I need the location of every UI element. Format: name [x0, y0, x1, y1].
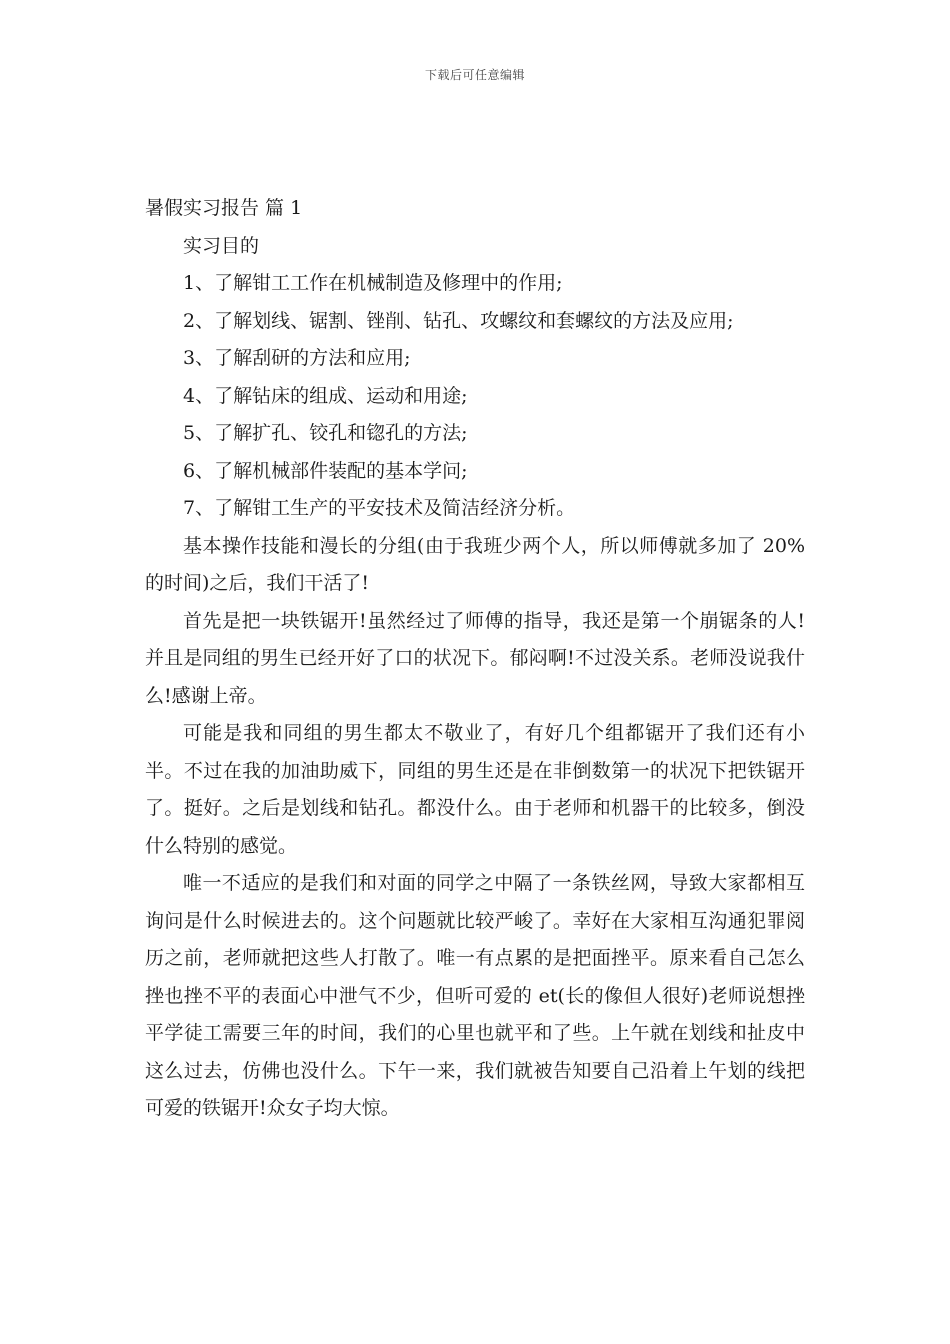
body-paragraph: 首先是把一块铁锯开!虽然经过了师傅的指导，我还是第一个崩锯条的人!并且是同组的男生已经开好了口的状况下。郁闷啊!不过没关系。老师没说我什么!感谢上帝。: [145, 609, 805, 707]
list-item: 1、了解钳工工作在机械制造及修理中的作用;: [183, 272, 563, 294]
paragraph-purpose-heading: 实习目的: [183, 234, 260, 257]
list-item: 4、了解钻床的组成、运动和用途;: [183, 384, 468, 407]
list-item: 2、了解划线、锯割、锉削、钻孔、攻螺纹和套螺纹的方法及应用;: [183, 309, 734, 332]
list-item: 3、了解刮研的方法和应用;: [183, 347, 411, 369]
document-title: 暑假实习报告 篇 1: [145, 197, 303, 219]
list-item: 6、了解机械部件装配的基本学问;: [183, 459, 468, 482]
list-item: 5、了解扩孔、铰孔和锪孔的方法;: [183, 422, 468, 444]
body-paragraph: 唯一不适应的是我们和对面的同学之中隔了一条铁丝网，导致大家都相互询问是什么时候进去的。这个问题就比较严峻了。幸好在大家相互沟通犯罪阅历之前，老师就把这些人打散了。唯一有点累的是把面挫平。原来看自己怎么挫也挫不平的表面心中泄气不少，但听可爱的 et(长的像但人很好)老师说想挫平学徒工需要三年的时间，我们的心里也就平和了些。上午就在划线和扯皮中这么过去，仿佛也没什么。下午一来，我们就被告知要自己沿着上午划的线把可爱的铁锯开!众女子均大惊。: [145, 872, 805, 1119]
document-body: [145, 190, 805, 1128]
body-paragraph: 可能是我和同组的男生都太不敬业了，有好几个组都锯开了我们还有小半。不过在我的加油助威下，同组的男生还是在非倒数第一的状况下把铁锯开了。挺好。之后是划线和钻孔。都没什么。由于老师和机器干的比较多，倒没什么特别的感觉。: [145, 722, 805, 857]
list-item: 7、了解钳工生产的平安技术及简洁经济分析。: [183, 497, 576, 519]
body-paragraph: 基本操作技能和漫长的分组(由于我班少两个人，所以师傅就多加了 20%的时间)之后，我们干活了!: [145, 534, 805, 594]
page-header: 下载后可任意编辑: [424, 68, 525, 82]
